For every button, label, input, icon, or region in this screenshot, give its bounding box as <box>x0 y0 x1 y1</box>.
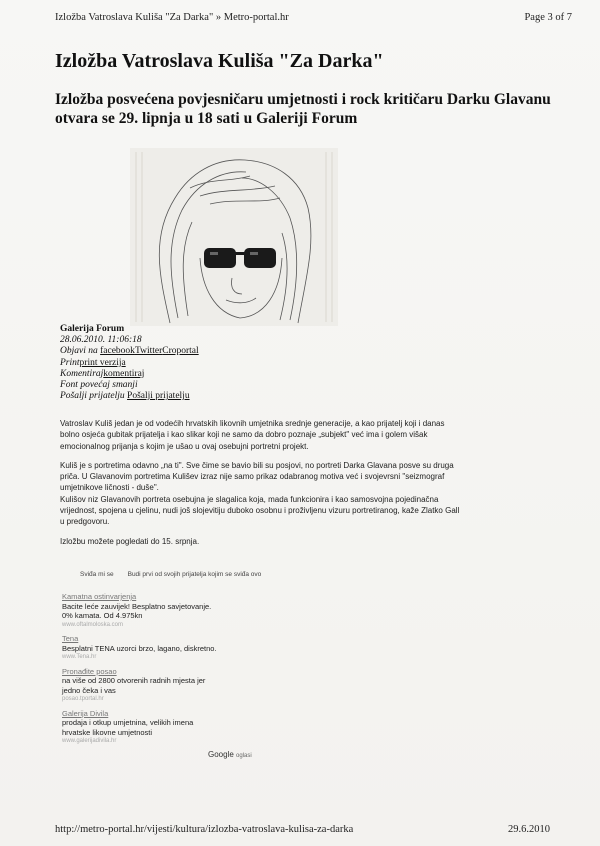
share-croportal-link[interactable]: Croportal <box>162 346 199 357</box>
like-button[interactable]: Sviđa mi se <box>80 571 114 578</box>
google-suffix: oglasi <box>236 753 252 759</box>
header-page-number: Page 3 of 7 <box>524 12 572 23</box>
ad-url: www.oftalmoloska.com <box>62 621 124 628</box>
body-paragraph: Kulišov niz Glavanovih portreta osebujna je slagalica koja, mada funkcionira i kao samosvojna pojedinačna vrijednost, spojena u cjelinu, nudi još slojevitiju duboko osobnu i proživljenu vizuru portretiranog, kaže Zlatko Gall u predgovoru. <box>60 494 460 527</box>
ads-block <box>62 592 302 751</box>
print-header <box>55 12 572 23</box>
google-brand: Google <box>208 750 234 759</box>
ad-text: 0% kamata. Od 4.975kn <box>62 611 143 620</box>
ad-text: jedno čeka i vas <box>62 685 116 695</box>
font-size-links[interactable]: povećaj smanji <box>80 380 138 391</box>
comment-link[interactable]: komentiraj <box>103 368 145 379</box>
ad-title[interactable]: Kamatna ostinvarjenja <box>62 592 137 601</box>
send-label: Pošalji prijatelju <box>60 391 125 402</box>
ad-title[interactable]: Tena <box>62 634 79 643</box>
ad-url: posao.tportal.hr <box>62 696 104 702</box>
article-photo <box>130 148 338 326</box>
footer-date: 29.6.2010 <box>508 824 550 835</box>
ad-item[interactable] <box>62 592 302 630</box>
ad-item[interactable] <box>62 667 302 705</box>
send-friend-link[interactable]: Pošalji prijatelju <box>127 391 190 402</box>
photo-caption: Galerija Forum <box>60 324 125 334</box>
print-row <box>60 358 199 369</box>
ad-url: www.galerijadivila.hr <box>62 738 117 744</box>
body-paragraph: Vatroslav Kuliš jedan je od vodećih hrvatskih likovnih umjetnika srednje generacije, a kao prijatelj koji i danas bolno osjeća gubitak prijatelja i kao slikar koji ne samo da dobro poznaje „subjekt" već ima i golem višak emocionalnog prijanja s kojim je ušao u ovaj osebujni portretni projekt. <box>60 419 445 451</box>
print-footer <box>55 824 550 835</box>
facebook-like-row <box>80 571 261 578</box>
ad-item[interactable] <box>62 634 302 663</box>
share-twitter-link[interactable]: Twitter <box>134 346 163 357</box>
ad-url: www.Tena.hr <box>62 654 97 660</box>
ad-text: na više od 2800 otvorenih radnih mjesta jer <box>62 676 206 685</box>
ad-title[interactable]: Galerija Divila <box>62 708 109 718</box>
article-title: Izložba Vatroslava Kuliša "Za Darka" <box>55 50 384 72</box>
print-version-link[interactable]: print verzija <box>79 357 126 368</box>
body-paragraph: Kuliš je s portretima odavno „na ti". Sve čime se bavio bili su posjovi, no portreti Darka Glavana posve su druga priča. U Glavanovim portretima Kulišev izraz nije samo prikaz odabranog motiva već i svojevrsni "seizmograf umjetnikove ličnosti - duše". <box>60 460 454 493</box>
comment-label: Komentiraj <box>60 368 104 379</box>
article-date: 28.06.2010. 11:06:18 <box>60 335 142 346</box>
ad-text: hrvatske likovne umjetnosti <box>62 727 153 737</box>
article-body <box>60 418 460 555</box>
header-page-title: Izložba Vatroslava Kuliša "Za Darka" » Metro-portal.hr <box>55 12 289 23</box>
footer-url: http://metro-portal.hr/vijesti/kultura/izlozba-vatroslava-kulisa-za-darka <box>55 824 354 835</box>
share-row <box>60 346 199 357</box>
body-paragraph: Izložbu možete pogledati do 15. srpnja. <box>60 536 200 546</box>
font-label: Font <box>60 380 78 391</box>
ad-item[interactable] <box>62 709 302 747</box>
article-meta <box>60 324 199 402</box>
font-row <box>60 380 199 391</box>
article-subtitle: Izložba posvećena povjesničaru umjetnosti i rock kritičaru Darku Glavanu otvara se 29. lipnja u 18 sati u Galeriji Forum <box>55 91 551 127</box>
ad-text: prodaja i otkup umjetnina, velikih imena <box>62 718 194 727</box>
google-ads-label[interactable] <box>208 750 252 759</box>
print-label: Print <box>60 357 80 368</box>
share-facebook-link[interactable]: facebook <box>100 346 135 357</box>
ad-title[interactable]: Pronađite posao <box>62 666 117 676</box>
like-text: Budi prvi od svojih prijatelja kojim se sviđa ovo <box>127 571 262 578</box>
send-row <box>60 391 199 402</box>
share-label: Objavi na <box>60 346 98 357</box>
comment-row <box>60 369 199 380</box>
ad-text: Bacite leće zauvijek! Besplatno savjetovanje. <box>62 601 212 611</box>
ad-text: Besplatni TENA uzorci brzo, lagano, diskretno. <box>62 643 217 653</box>
